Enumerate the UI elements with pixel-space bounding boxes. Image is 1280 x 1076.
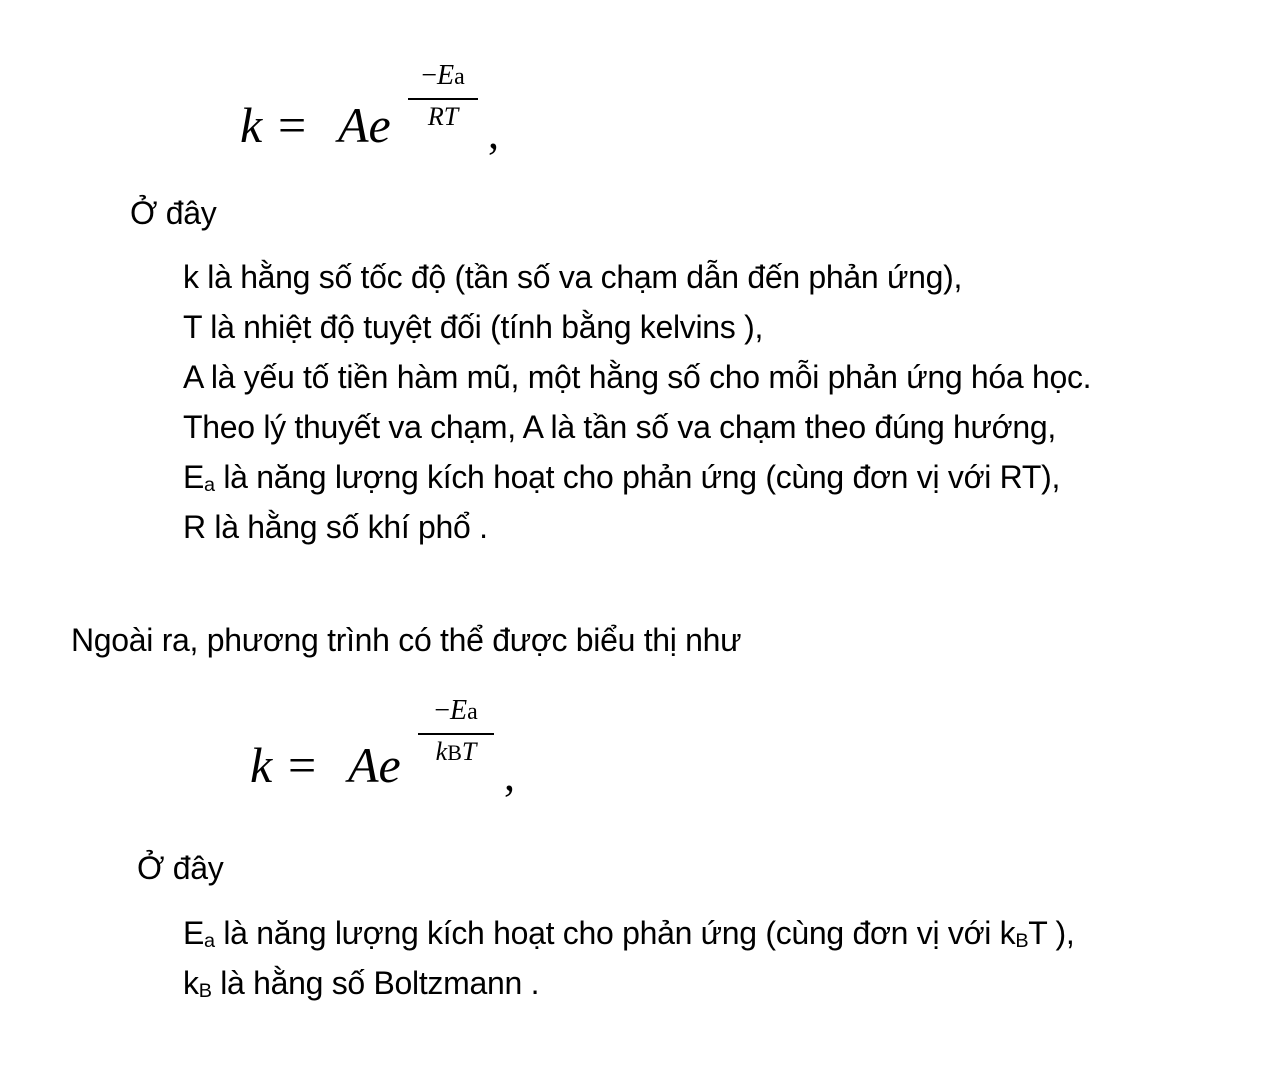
section1-heading: Ở đây xyxy=(130,195,217,231)
eq1-exp-denominator: RT xyxy=(427,102,459,131)
eq1-lhs: k xyxy=(240,97,263,153)
eq2-exp-denominator: kBT xyxy=(435,737,477,766)
eq1-equals: = xyxy=(278,97,307,153)
eq2-equals: = xyxy=(288,737,317,793)
eq1-exp-numerator: −Ea xyxy=(421,60,465,91)
def-kb: $k_B$ là hằng số Boltzmann . xyxy=(183,965,540,1002)
eq2-comma: , xyxy=(504,751,515,800)
arrhenius-boltzmann-equation xyxy=(250,695,540,805)
section2-heading: Ở đây xyxy=(137,850,224,886)
def-t: T là nhiệt độ tuyệt đối (tính bằng kelvins ), xyxy=(183,309,764,345)
def-k: k là hằng số tốc độ (tần số va chạm dẫn đến phản ứng), xyxy=(183,259,963,295)
eq1-rhs-base: Ae xyxy=(338,97,391,153)
eq2-rhs-base: Ae xyxy=(348,737,401,793)
eq1-comma: , xyxy=(488,109,499,158)
def-a: A là yếu tố tiền hàm mũ, một hằng số cho mỗi phản ứng hóa học. xyxy=(183,359,1092,395)
alternative-form-intro: Ngoài ra, phương trình có thể được biểu thị như xyxy=(71,622,742,658)
eq2-exponent-fraction xyxy=(418,695,494,780)
section2-definitions xyxy=(183,908,1075,1008)
eq2-lhs: k xyxy=(250,737,273,793)
def-ea: $E_a$ là năng lượng kích hoạt cho phản ứng (cùng đơn vị với RT), xyxy=(183,459,1061,496)
def-r: R là hằng số khí phổ . xyxy=(183,509,488,545)
eq2-exp-numerator: −Ea xyxy=(434,695,478,726)
def-ea-kbt: $E_a$ là năng lượng kích hoạt cho phản ứng (cùng đơn vị với $k_BT$ ), xyxy=(183,915,1075,952)
eq1-fraction-bar xyxy=(408,98,478,100)
section1-definitions xyxy=(183,252,1091,552)
def-a-collision: Theo lý thuyết va chạm, A là tần số va chạm theo đúng hướng, xyxy=(183,409,1056,445)
eq1-exponent-fraction xyxy=(408,60,478,140)
arrhenius-equation xyxy=(240,60,520,160)
eq2-fraction-bar xyxy=(418,733,494,735)
